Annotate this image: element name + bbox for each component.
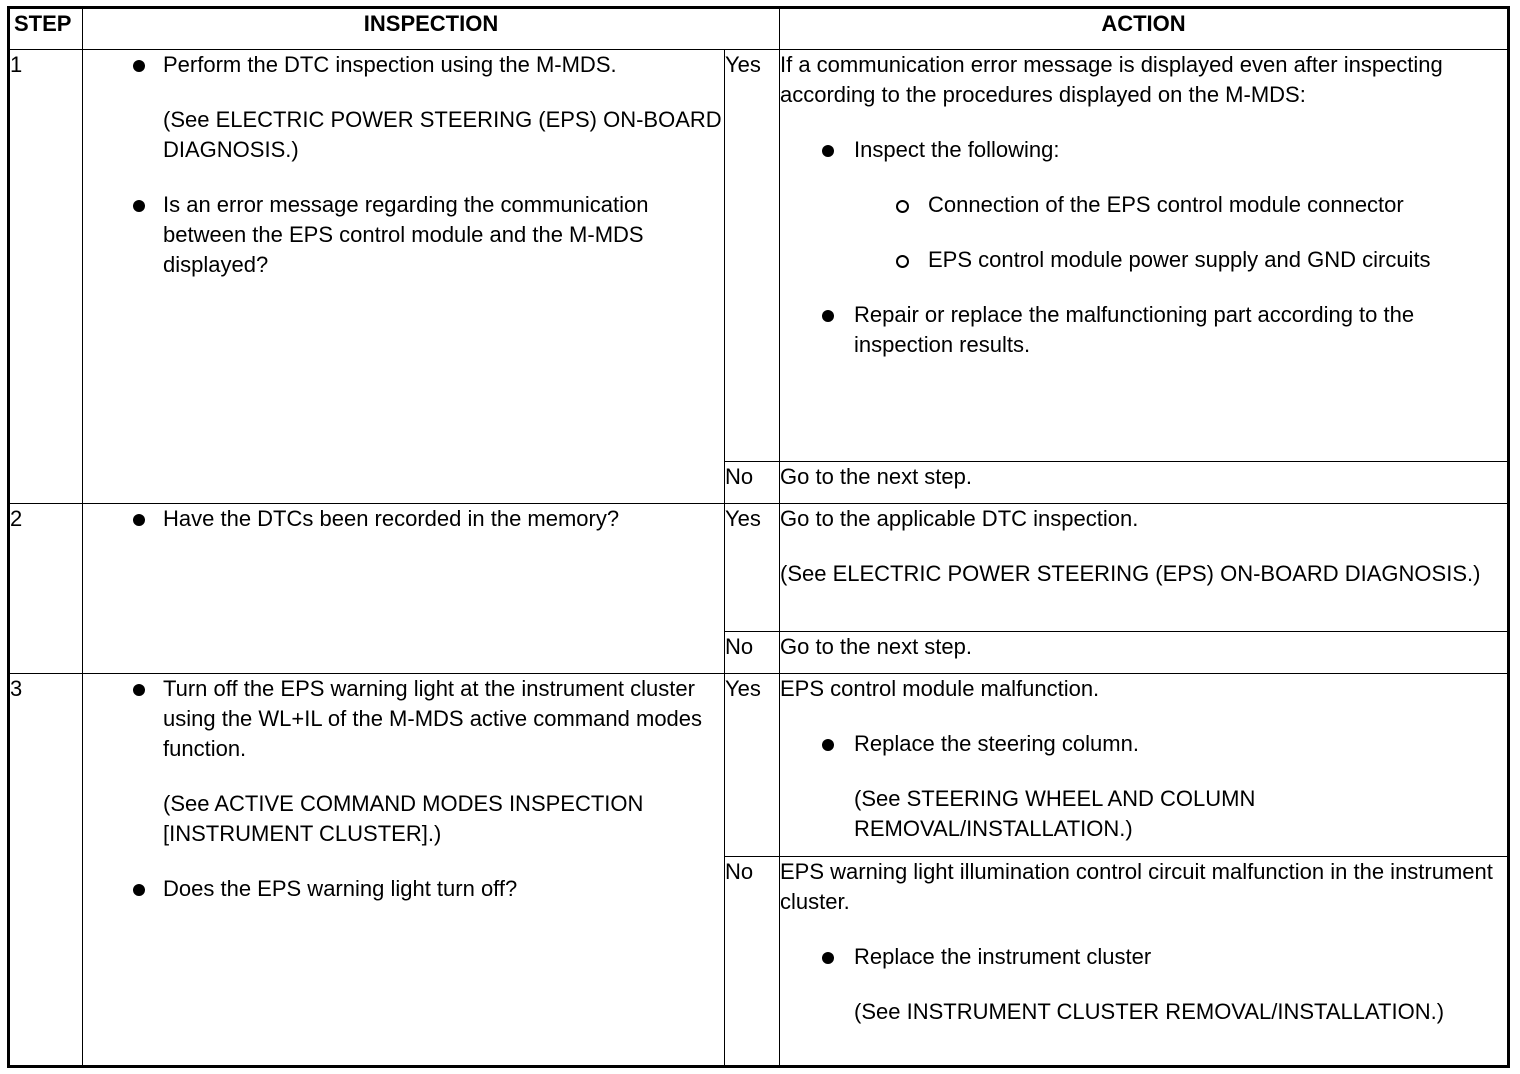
step-3-yes-action (780, 674, 1509, 857)
step-3-no-bullet-text: Replace the instrument cluster (854, 944, 1152, 969)
step-2-yes-text: Go to the applicable DTC inspection. (780, 506, 1139, 531)
header-row (9, 8, 1509, 50)
step-3-no-bullet (780, 942, 1507, 1027)
step-1-no-label: No (725, 462, 780, 504)
step-1-yes-label: Yes (725, 50, 780, 462)
step-2-yes-ref: (See ELECTRIC POWER STEERING (EPS) ON-BOARD DIAGNOSIS.) (780, 561, 1481, 586)
step-1-yes-sub-item-1: Connection of the EPS control module connector (854, 190, 1507, 220)
step-3-no-text: EPS warning light illumination control circuit malfunction in the instrument cluster. (780, 859, 1493, 914)
step-1-yes-bullet-text: Inspect the following: (854, 137, 1060, 162)
step-3-yes-ref: (See STEERING WHEEL AND COLUMN REMOVAL/INSTALLATION.) (854, 786, 1256, 841)
action-header: ACTION (780, 8, 1509, 50)
step-3-no-action (780, 857, 1509, 1067)
step-2-number: 2 (9, 504, 83, 674)
step-2-yes-row (9, 504, 1509, 632)
step-3-no-ref: (See INSTRUMENT CLUSTER REMOVAL/INSTALLATION.) (854, 999, 1445, 1024)
step-1-yes-bullet (780, 135, 1507, 275)
step-3-yes-text: EPS control module malfunction. (780, 676, 1100, 701)
step-1-yes-action (780, 50, 1509, 462)
step-2-no-label: No (725, 632, 780, 674)
step-2-inspection (83, 504, 725, 674)
step-1-inspection-ref: (See ELECTRIC POWER STEERING (EPS) ON-BOARD DIAGNOSIS.) (163, 107, 722, 162)
step-3-inspection-text: Turn off the EPS warning light at the instrument cluster using the WL+IL of the M-MDS active command modes function. (163, 676, 703, 761)
step-1-yes-bullet-2: Repair or replace the malfunctioning part according to the inspection results. (780, 300, 1507, 360)
step-2-yes-label: Yes (725, 504, 780, 632)
step-2-yes-action (780, 504, 1509, 632)
step-1-yes-text: If a communication error message is displayed even after inspecting according to the procedures displayed on the M-MDS: (780, 52, 1443, 107)
step-1-number: 1 (9, 50, 83, 504)
step-3-inspection-ref: (See ACTIVE COMMAND MODES INSPECTION [INSTRUMENT CLUSTER].) (163, 791, 644, 846)
step-1-inspection (83, 50, 725, 504)
step-3-yes-bullet (780, 729, 1507, 844)
step-1-inspection-text: Perform the DTC inspection using the M-MDS. (163, 52, 617, 77)
step-1-yes-sub-item-2: EPS control module power supply and GND circuits (854, 245, 1507, 275)
step-1-yes-row (9, 50, 1509, 462)
step-2-inspection-question: Have the DTCs been recorded in the memory? (83, 504, 724, 534)
step-3-number: 3 (9, 674, 83, 1067)
step-3-no-label: No (725, 857, 780, 1067)
step-1-inspection-question: Is an error message regarding the communication between the EPS control module and the M-MDS displayed? (83, 190, 724, 280)
step-3-inspection-question: Does the EPS warning light turn off? (83, 874, 724, 904)
step-3-yes-bullet-text: Replace the steering column. (854, 731, 1139, 756)
step-3-inspection (83, 674, 725, 1067)
diagnostic-table (7, 6, 1510, 1068)
step-3-yes-row (9, 674, 1509, 857)
step-1-no-action: Go to the next step. (780, 462, 1509, 504)
step-2-no-action: Go to the next step. (780, 632, 1509, 674)
step-3-yes-label: Yes (725, 674, 780, 857)
inspection-header: INSPECTION (83, 8, 780, 50)
step-header: STEP (9, 8, 83, 50)
step-3-inspection-item (83, 674, 724, 849)
step-1-inspection-item (83, 50, 724, 165)
